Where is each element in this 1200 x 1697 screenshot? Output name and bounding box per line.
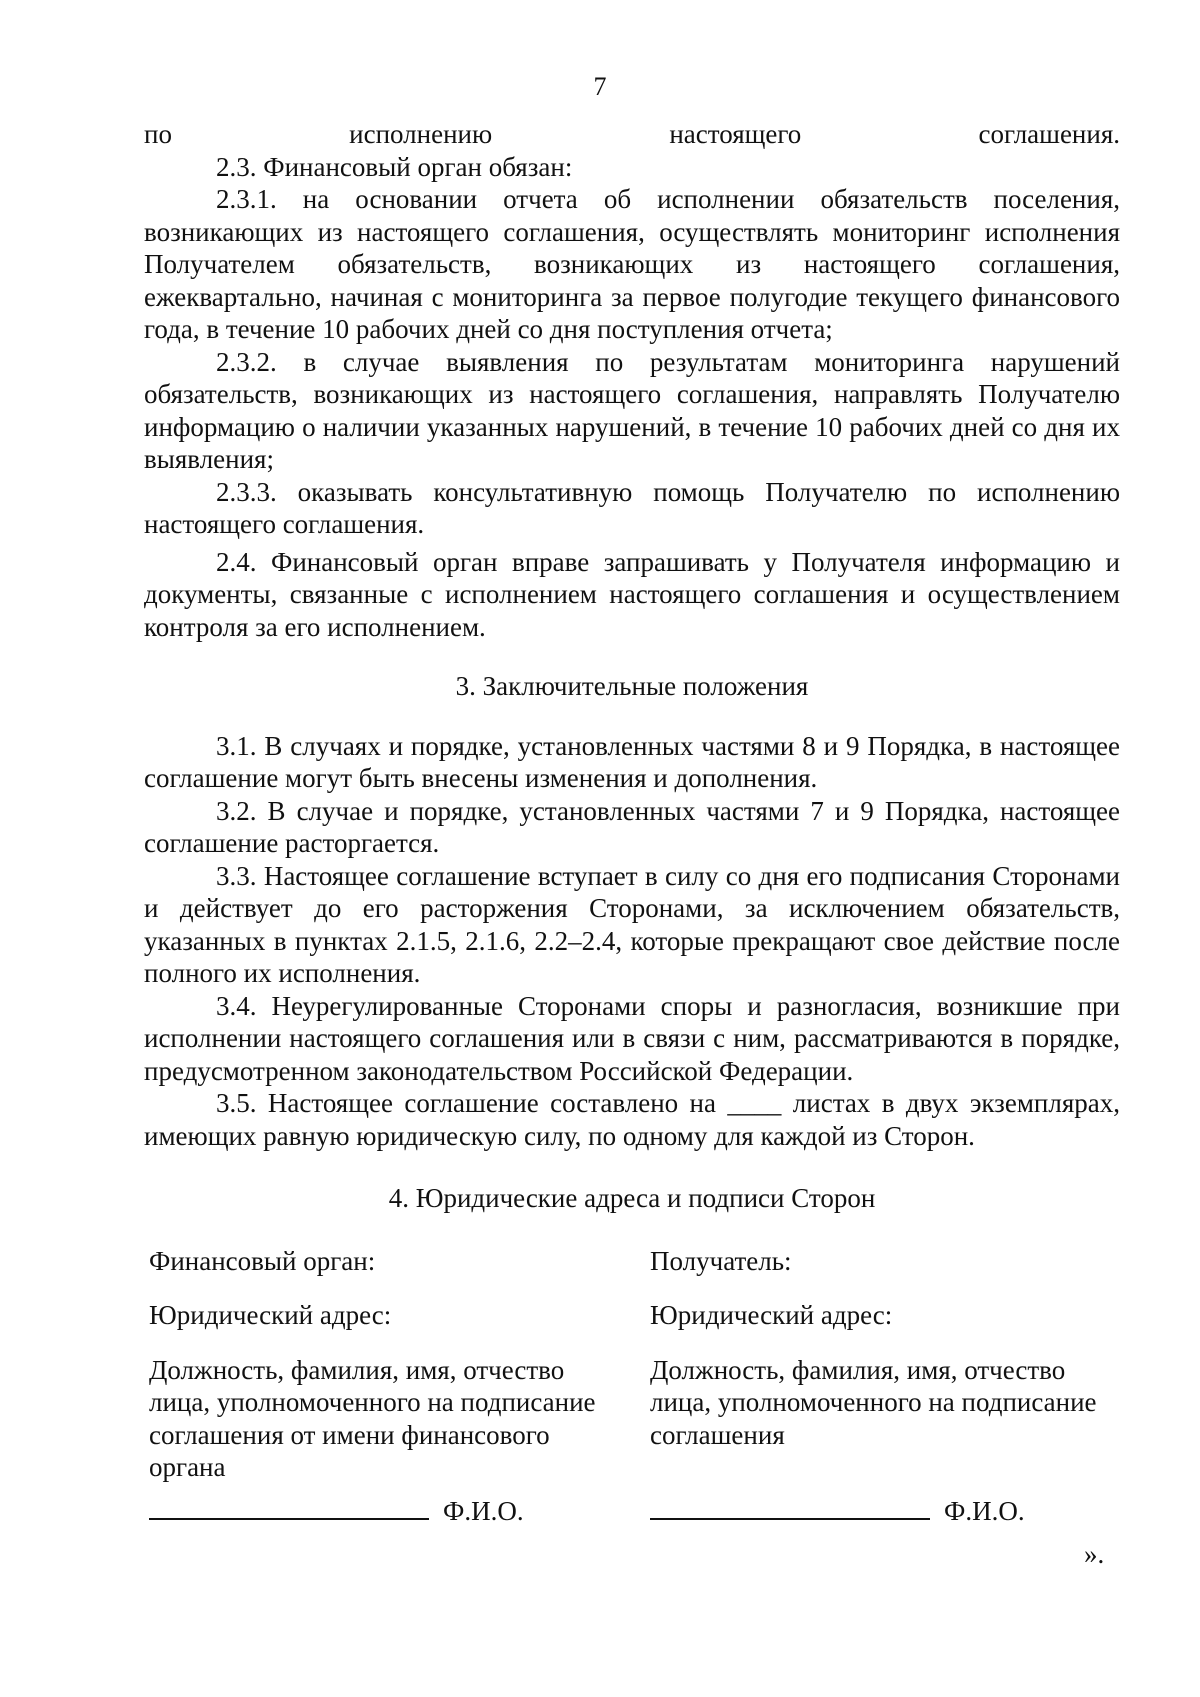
signature-block-recipient bbox=[650, 1245, 1120, 1528]
fio-label: Ф.И.О. bbox=[443, 1495, 524, 1526]
paragraph-2-4: 2.4. Финансовый орган вправе запрашивать у Получателя информацию и документы, связанные с исполнением настоящего соглашения и осуществлением контроля за его исполнением. bbox=[144, 546, 1120, 642]
party-label: Финансовый орган: bbox=[149, 1245, 376, 1276]
signature-line-row bbox=[650, 1492, 1120, 1528]
signature-block-finance-body bbox=[144, 1245, 629, 1528]
paragraph-2-3-2: 2.3.2. в случае выявления по результатам мониторинга нарушений обязательств, возникающих из настоящего соглашения, направлять Получателю информацию о наличии указанных нарушений, в течение 10 рабочих дней со дня их выявления; bbox=[144, 346, 1120, 474]
paragraph-3-1: 3.1. В случаях и порядке, установленных частями 8 и 9 Порядка, в настоящее соглашение могут быть внесены изменения и дополнения. bbox=[144, 730, 1120, 793]
paragraph-2-3-3: 2.3.3. оказывать консультативную помощь Получателю по исполнению настоящего соглашения. bbox=[144, 476, 1120, 539]
paragraph-3-2: 3.2. В случае и порядке, установленных частями 7 и 9 Порядка, настоящее соглашение расторгается. bbox=[144, 795, 1120, 858]
signature-section bbox=[144, 1245, 1120, 1528]
paragraph-3-3: 3.3. Настоящее соглашение вступает в силу со дня его подписания Сторонами и действует до его расторжения Сторонами, за исключением обязательств, указанных в пунктах 2.1.5, 2.1.6, 2.2–2.4, которые прекращают свое действие после полного их исполнения. bbox=[144, 860, 1120, 988]
section-4-title: 4. Юридические адреса и подписи Сторон bbox=[388, 1183, 876, 1213]
party-label: Получатель: bbox=[650, 1245, 792, 1276]
legal-address-label: Юридический адрес: bbox=[650, 1300, 893, 1330]
paragraph-3-5: 3.5. Настоящее соглашение составлено на ____ листах в двух экземплярах, имеющих равную юридическую силу, по одному для каждой из Сторон. bbox=[144, 1088, 1120, 1151]
signature-line-row bbox=[149, 1492, 629, 1528]
paragraph-continuation: по исполнению настоящего соглашения. bbox=[144, 119, 1120, 149]
paragraph-2-3-1: 2.3.1. на основании отчета об исполнении обязательств поселения, возникающих из настоящего соглашения, осуществлять мониторинг исполнения Получателем обязательств, возникающих из настоящего соглашения, ежеквартально, начиная с мониторинга за первое полугодие текущего финансового года, в течение 10 рабочих дней со дня поступления отчета; bbox=[144, 184, 1120, 344]
legal-address-label: Юридический адрес: bbox=[149, 1300, 392, 1330]
signature-line bbox=[650, 1492, 930, 1520]
closing-quote-mark: ». bbox=[1084, 1539, 1105, 1569]
fio-label: Ф.И.О. bbox=[944, 1495, 1025, 1526]
signature-line bbox=[149, 1492, 429, 1520]
paragraph-2-3: 2.3. Финансовый орган обязан: bbox=[216, 151, 573, 182]
page-number: 7 bbox=[593, 72, 607, 101]
signatory-description: Должность, фамилия, имя, отчество лица, уполномоченного на подписание соглашения bbox=[650, 1354, 1097, 1450]
signatory-description: Должность, фамилия, имя, отчество лица, уполномоченного на подписание соглашения от имени финансового органа bbox=[149, 1354, 596, 1482]
document-body bbox=[144, 118, 1120, 1527]
section-3-title: 3. Заключительные положения bbox=[455, 671, 809, 701]
paragraph-3-4: 3.4. Неурегулированные Сторонами споры и разногласия, возникшие при исполнении настоящего соглашения или в связи с ним, рассматриваются в порядке, предусмотренном законодательством Российской Федерации. bbox=[144, 990, 1120, 1086]
